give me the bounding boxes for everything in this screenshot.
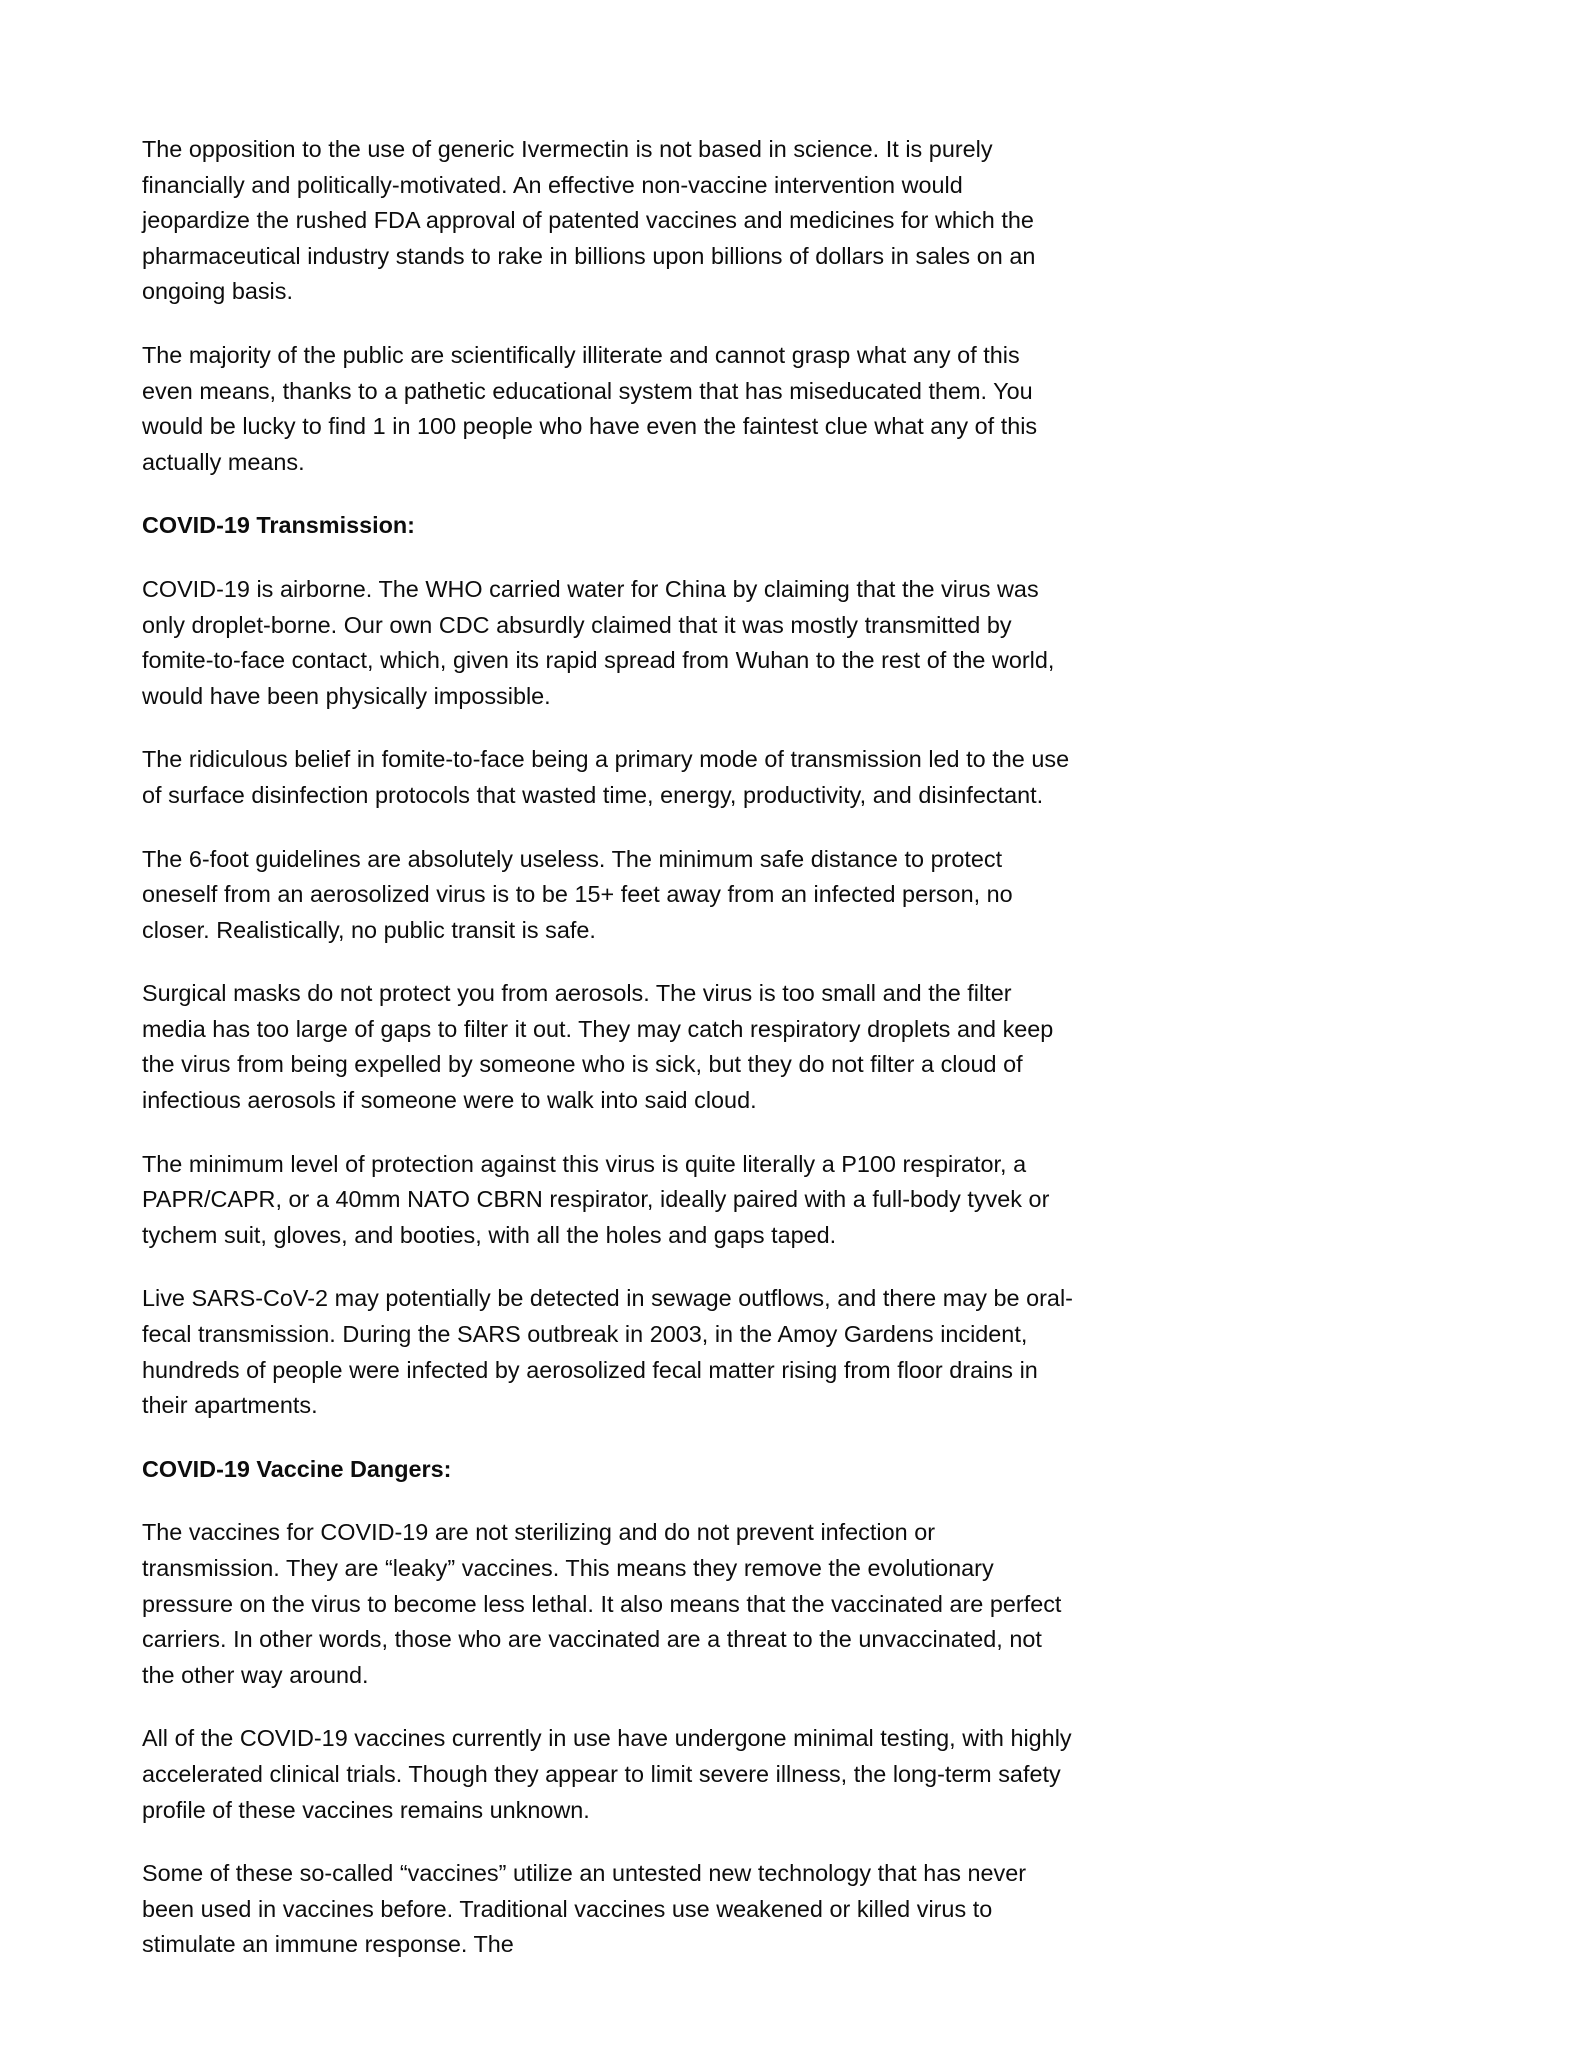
heading-covid-19-transmission: COVID-19 Transmission: (142, 512, 415, 539)
heading-covid-19-vaccine-dangers: COVID-19 Vaccine Dangers: (142, 1455, 452, 1482)
document-body (142, 132, 1074, 1963)
paragraph-surgical-masks: Surgical masks do not protect you from aerosols. The virus is too small and the filter media has too large of gaps to filter it out. They may catch respiratory droplets and keep the virus from being expelled by someone who is sick, but they do not filter a cloud of infectious aerosols if someone were to walk into said cloud. (142, 980, 1054, 1114)
paragraph-fomite-to-face-belief: The ridiculous belief in fomite-to-face being a primary mode of transmission led to the use of surface disinfection protocols that wasted time, energy, productivity, and disinfectant. (142, 746, 1070, 808)
paragraph-ivermectin-opposition: The opposition to the use of generic Ivermectin is not based in science. It is purely financially and politically-motivated. An effective non-vaccine intervention would jeopardize the rushed FDA approval of patented vaccines and medicines for which the pharmaceutical industry stands to rake in billions upon billions of dollars in sales on an ongoing basis. (142, 136, 1036, 305)
paragraph-sewage-oral-fecal-transmission: Live SARS-CoV-2 may potentially be detected in sewage outflows, and there may be oral-fecal transmission. During the SARS outbreak in 2003, in the Amoy Gardens incident, hundreds of people were infected by aerosolized fecal matter rising from floor drains in their apartments. (142, 1285, 1073, 1419)
paragraph-covid-airborne: COVID-19 is airborne. The WHO carried water for China by claiming that the virus was only droplet-borne. Our own CDC absurdly claimed that it was mostly transmitted by fomite-to-face contact, which, given its rapid spread from Wuhan to the rest of the world, would have been physically impossible. (142, 575, 1055, 709)
paragraph-minimum-protection-level: The minimum level of protection against this virus is quite literally a P100 respirator, a PAPR/CAPR, or a 40mm NATO CBRN respirator, ideally paired with a full-body tyvek or tychem suit, gloves, and booties, with all the holes and gaps taped. (142, 1150, 1050, 1248)
paragraph-leaky-vaccines: The vaccines for COVID-19 are not sterilizing and do not prevent infection or transmission. They are “leaky” vaccines. This means they remove the evolutionary pressure on the virus to become less lethal. It also means that the vaccinated are perfect carriers. In other words, those who are vaccinated are a threat to the unvaccinated, not the other way around. (142, 1519, 1062, 1688)
paragraph-six-foot-guidelines: The 6-foot guidelines are absolutely useless. The minimum safe distance to protect oneself from an aerosolized virus is to be 15+ feet away from an infected person, no closer. Realistically, no public transit is safe. (142, 845, 1013, 943)
paragraph-untested-new-technology: Some of these so-called “vaccines” utilize an untested new technology that has never been used in vaccines before. Traditional vaccines use weakened or killed virus to stimulate an immune response. The (142, 1860, 1027, 1958)
paragraph-public-scientific-illiteracy: The majority of the public are scientifically illiterate and cannot grasp what any of this even means, thanks to a pathetic educational system that has miseducated them. You would be lucky to find 1 in 100 people who have even the faintest clue what any of this actually means. (142, 341, 1038, 475)
paragraph-minimal-testing: All of the COVID-19 vaccines currently in use have undergone minimal testing, with highly accelerated clinical trials. Though they appear to limit severe illness, the long-term safety profile of these vaccines remains unknown. (142, 1725, 1072, 1823)
